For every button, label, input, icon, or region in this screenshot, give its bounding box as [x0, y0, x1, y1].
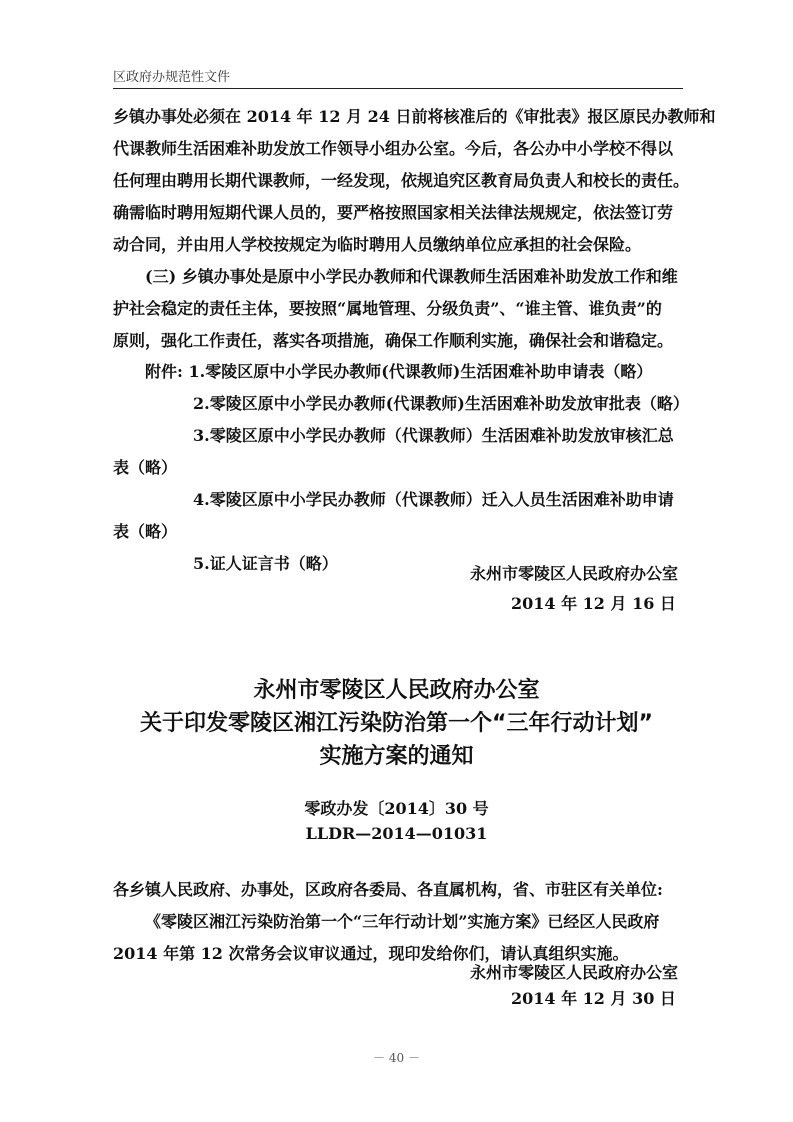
paragraph-1 [113, 101, 716, 261]
notice-title-line-1: 永州市零陵区人民政府办公室 [253, 678, 540, 703]
attachment-item-4-continued: 表（略） [113, 522, 178, 541]
attachments-list [113, 356, 689, 580]
attachment-item-2: 2.零陵区原中小学民办教师(代课教师)生活困难补助发放审批表（略） [193, 394, 689, 413]
notice-body [113, 874, 685, 970]
notice-body-line: 《零陵区湘江污染防治第一个“三年行动计划”实施方案》已经区人民政府 [145, 912, 660, 931]
header-divider [113, 88, 683, 89]
attachment-item-4: 4.零陵区原中小学民办教师（代课教师）迁入人员生活困难补助申请 [193, 490, 674, 509]
paragraph-line: 代课教师生活困难补助发放工作领导小组办公室。今后，各公办中小学校不得以 [113, 139, 674, 158]
document-number: 零政办发〔2014〕30 号 [304, 799, 489, 818]
page-number: － 40 － [373, 1051, 420, 1065]
header-text: 区政府办规范性文件 [113, 70, 231, 85]
notice-title-line-2: 关于印发零陵区湘江污染防治第一个“三年行动计划” [140, 711, 653, 736]
attachment-item-3: 3.零陵区原中小学民办教师（代课教师）生活困难补助发放审核汇总 [193, 426, 674, 445]
notice-title-line-3: 实施方案的通知 [319, 744, 474, 769]
paragraph-line: 护社会稳定的责任主体，要按照“属地管理、分级负责”、“谁主管、谁负责”的 [113, 299, 662, 318]
registration-number: LLDR—2014—01031 [305, 824, 488, 843]
attachment-item-3-continued: 表（略） [113, 458, 178, 477]
notice-recipients: 各乡镇人民政府、办事处，区政府各委局、各直属机构，省、市驻区有关单位: [113, 880, 663, 899]
paragraph-2 [113, 261, 685, 357]
paragraph-line: 乡镇办事处必须在 2014 年 12 月 24 日前将核准后的《审批表》报区原民办教师和 [113, 107, 716, 126]
signature-office-2: 永州市零陵区人民政府办公室 [470, 963, 679, 982]
paragraph-line: 确需临时聘用短期代课人员的，要严格按照国家相关法律法规规定，依法签订劳 [113, 203, 674, 222]
signature-office-1: 永州市零陵区人民政府办公室 [470, 564, 679, 583]
paragraph-line: 任何理由聘用长期代课教师，一经发现，依规追究区教育局负责人和校长的责任。 [113, 171, 690, 190]
signature-date-2: 2014 年 12 月 30 日 [511, 989, 676, 1008]
attachment-item-1: 附件: 1.零陵区原中小学民办教师(代课教师)生活困难补助申请表（略） [145, 362, 653, 381]
signature-date-1: 2014 年 12 月 16 日 [511, 594, 676, 613]
paragraph-line: 动合同，并由用人学校按规定为临时聘用人员缴纳单位应承担的社会保险。 [113, 235, 642, 254]
paragraph-line: 原则，强化工作责任，落实各项措施，确保工作顺利实施，确保社会和谐稳定。 [113, 331, 674, 350]
notice-body-line: 2014 年第 12 次常务会议审议通过，现印发给你们，请认真组织实施。 [113, 944, 629, 963]
attachments-label: 附件: [145, 362, 189, 381]
paragraph-line: (三) 乡镇办事处是原中小学民办教师和代课教师生活困难补助发放工作和维 [145, 267, 678, 286]
attachment-item-5: 5.证人证言书（略） [193, 554, 338, 573]
